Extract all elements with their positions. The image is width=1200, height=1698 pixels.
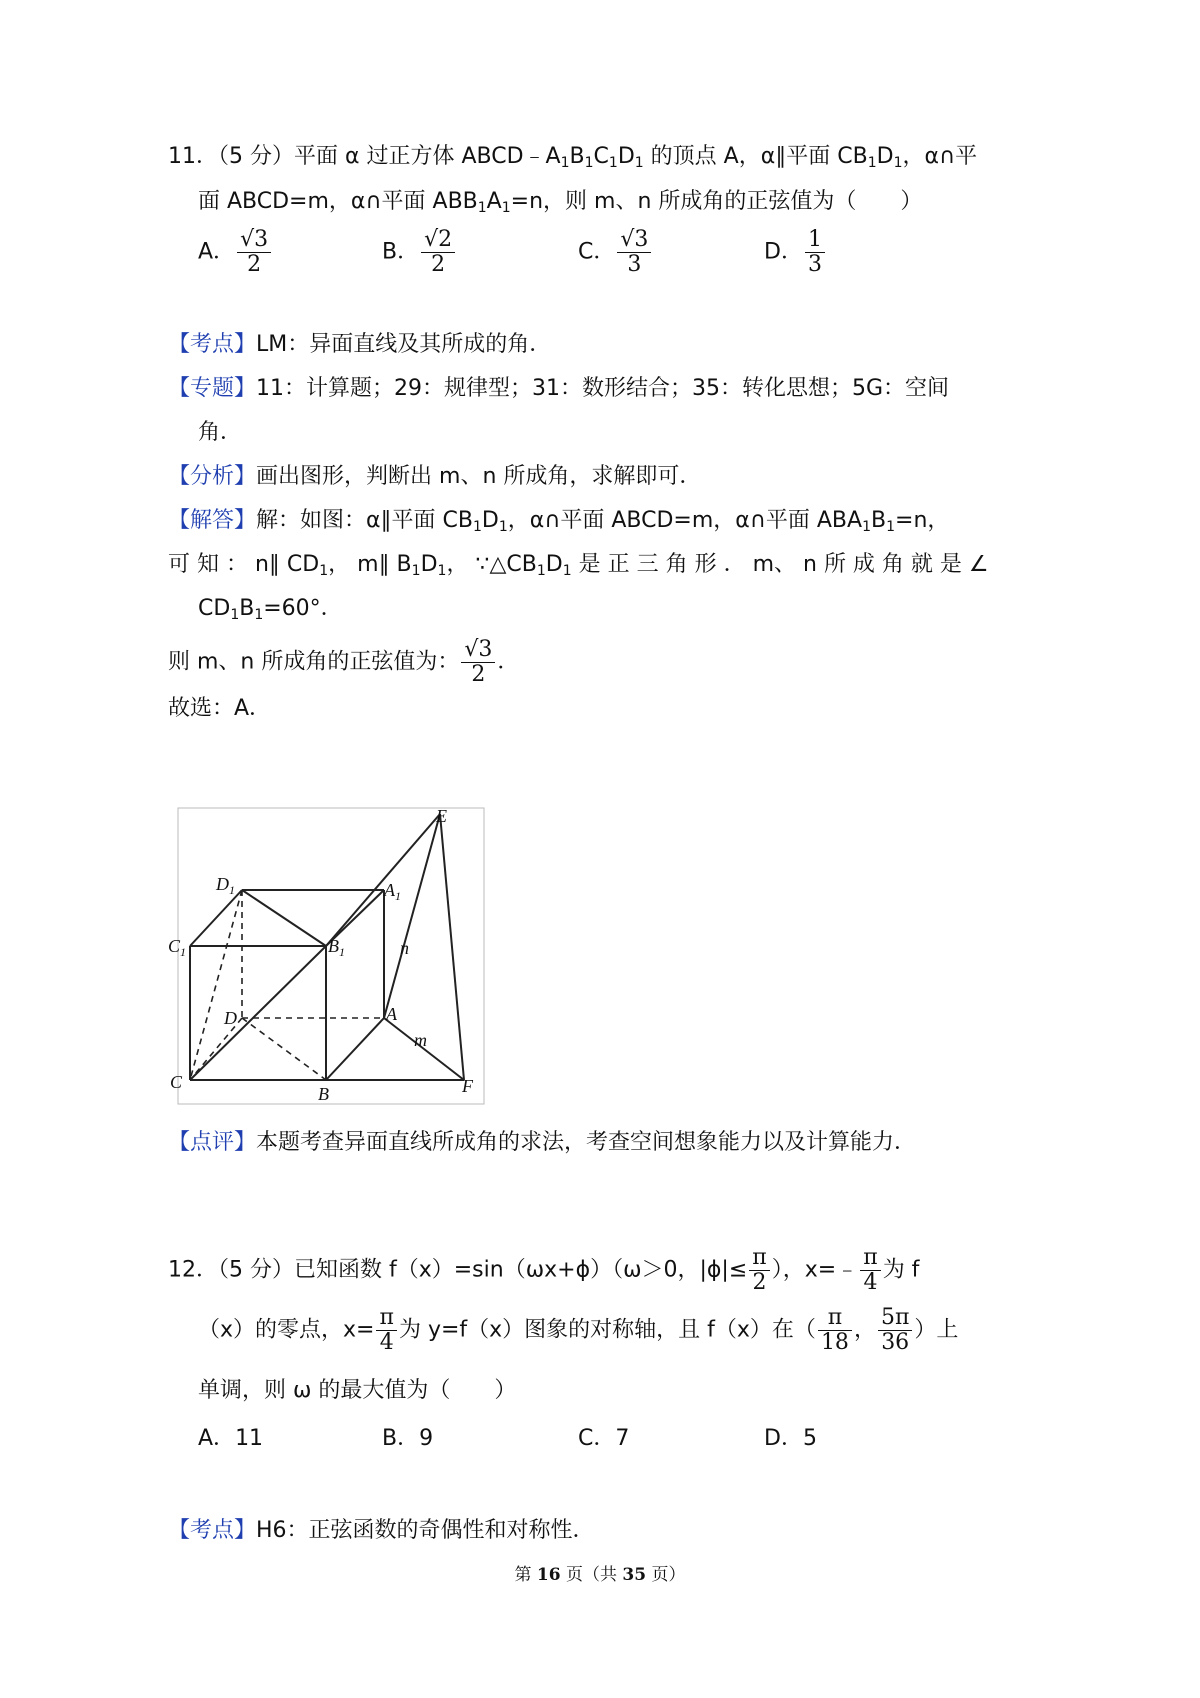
q11-kaodian: 【考点】LM：异面直线及其所成的角． bbox=[168, 332, 552, 357]
total-pages: 35 bbox=[622, 1565, 647, 1585]
q12-option-b: B．9 bbox=[382, 1426, 434, 1451]
label-E: E bbox=[436, 806, 447, 826]
label-C: C bbox=[170, 1072, 183, 1092]
line-BA bbox=[326, 1018, 384, 1080]
label-D: D bbox=[224, 1008, 237, 1028]
kaodian-tag: 【考点】 bbox=[168, 332, 257, 357]
q11-stem-line1: 11．（5 分）平面 α 过正方体 $ABCD﹣A_1B_1C_1D_1$ 的顶点 A，α∥平面 $CB_1D_1$，α∩平 bbox=[168, 144, 978, 171]
label-A1: $A_1$ bbox=[384, 880, 401, 903]
q11-option-b: B． $\frac{√2}{2}$ bbox=[382, 228, 457, 277]
jieda-tag: 【解答】 bbox=[168, 508, 257, 533]
q12-option-d: D．5 bbox=[764, 1426, 817, 1451]
zhuanti-tag: 【专题】 bbox=[168, 376, 257, 401]
line-EA bbox=[384, 814, 440, 1018]
q11-dianping: 【点评】本题考查异面直线所成角的求法，考查空间想象能力以及计算能力． bbox=[168, 1130, 917, 1155]
q12-stem-line2: （x）的零点，x= $\frac{\pi}{4}$ 为 y=f（x）图象的对称轴，且 f（x）在（ $\frac{\pi}{18}$ ， $\frac{5\pi}{36}$ ）上 bbox=[198, 1305, 959, 1355]
q11-jieda-line3: $CD_1B_1=60^\circ$． bbox=[198, 596, 343, 623]
label-D1: $D_1$ bbox=[216, 874, 235, 897]
q12-option-a: A．11 bbox=[198, 1426, 264, 1451]
line-CB1 bbox=[190, 946, 326, 1080]
line-C1D1 bbox=[190, 890, 242, 946]
label-A: A bbox=[386, 1004, 397, 1024]
q12-stem-line3: 单调，则 ω 的最大值为（ ） bbox=[198, 1378, 517, 1403]
page-footer: 第 16 页（共 35 页） bbox=[514, 1565, 686, 1585]
line-D1B1 bbox=[242, 890, 326, 946]
page-number: 16 bbox=[536, 1565, 561, 1585]
dianping-tag: 【点评】 bbox=[168, 1130, 257, 1155]
kaodian-tag: 【考点】 bbox=[168, 1518, 257, 1543]
label-B1: $B_1$ bbox=[328, 936, 345, 959]
q11-guxuan: 故选：A． bbox=[168, 696, 272, 721]
label-F: F bbox=[462, 1076, 473, 1096]
label-C1: $C_1$ bbox=[168, 936, 187, 959]
q11-fenxi: 【分析】画出图形，判断出 m、n 所成角，求解即可． bbox=[168, 464, 702, 489]
q11-stem-line2: 面 ABCD=m，α∩平面 $ABB_1A_1=n$，则 m、n 所成角的正弦值为（ ） bbox=[198, 189, 923, 216]
fenxi-tag: 【分析】 bbox=[168, 464, 257, 489]
q12-kaodian: 【考点】H6：正弦函数的奇偶性和对称性． bbox=[168, 1518, 595, 1543]
q11-zhuanti-line2: 角． bbox=[198, 420, 243, 445]
line-EF bbox=[440, 814, 464, 1080]
q11-jieda-line1: 【解答】解：如图：α∥平面 $CB_1D_1$，α∩平面 ABCD=m，α∩平面 $ABA_1B_1=n$， bbox=[168, 508, 950, 535]
q11-option-a: A． $\frac{√3}{2}$ bbox=[198, 228, 273, 277]
label-B: B bbox=[318, 1084, 329, 1104]
cube-figure bbox=[168, 806, 518, 1108]
q11-jieda-line2: 可 知 ： n∥ $CD_1$， m∥ $B_1D_1$， $\because\triangle CB_1D_1$ 是 正 三 角 形 ． m、 n 所 成 角 就 是 ∠ bbox=[168, 552, 989, 579]
q12-stem-line1: 12．（5 分）已知函数 f（x）=sin（ωx+ϕ）（ω＞0，|ϕ|≤ $\frac{\pi}{2}$ ），x=﹣ $\frac{\pi}{4}$ 为 f bbox=[168, 1245, 920, 1295]
q11-option-d: D． $\frac{1}{3}$ bbox=[764, 228, 827, 277]
q11-zhuanti-line1: 【专题】11：计算题；29：规律型；31：数形结合；35：转化思想；5G：空间 bbox=[168, 376, 950, 401]
dash-DB bbox=[242, 1018, 326, 1080]
q11-jieda-line4: 则 m、n 所成角的正弦值为： $\frac{√3}{2}$ ． bbox=[168, 637, 520, 687]
label-m: m bbox=[414, 1030, 427, 1050]
q12-option-c: C．7 bbox=[578, 1426, 630, 1451]
q11-option-c: C． $\frac{√3}{3}$ bbox=[578, 228, 653, 277]
label-n: n bbox=[400, 938, 409, 958]
